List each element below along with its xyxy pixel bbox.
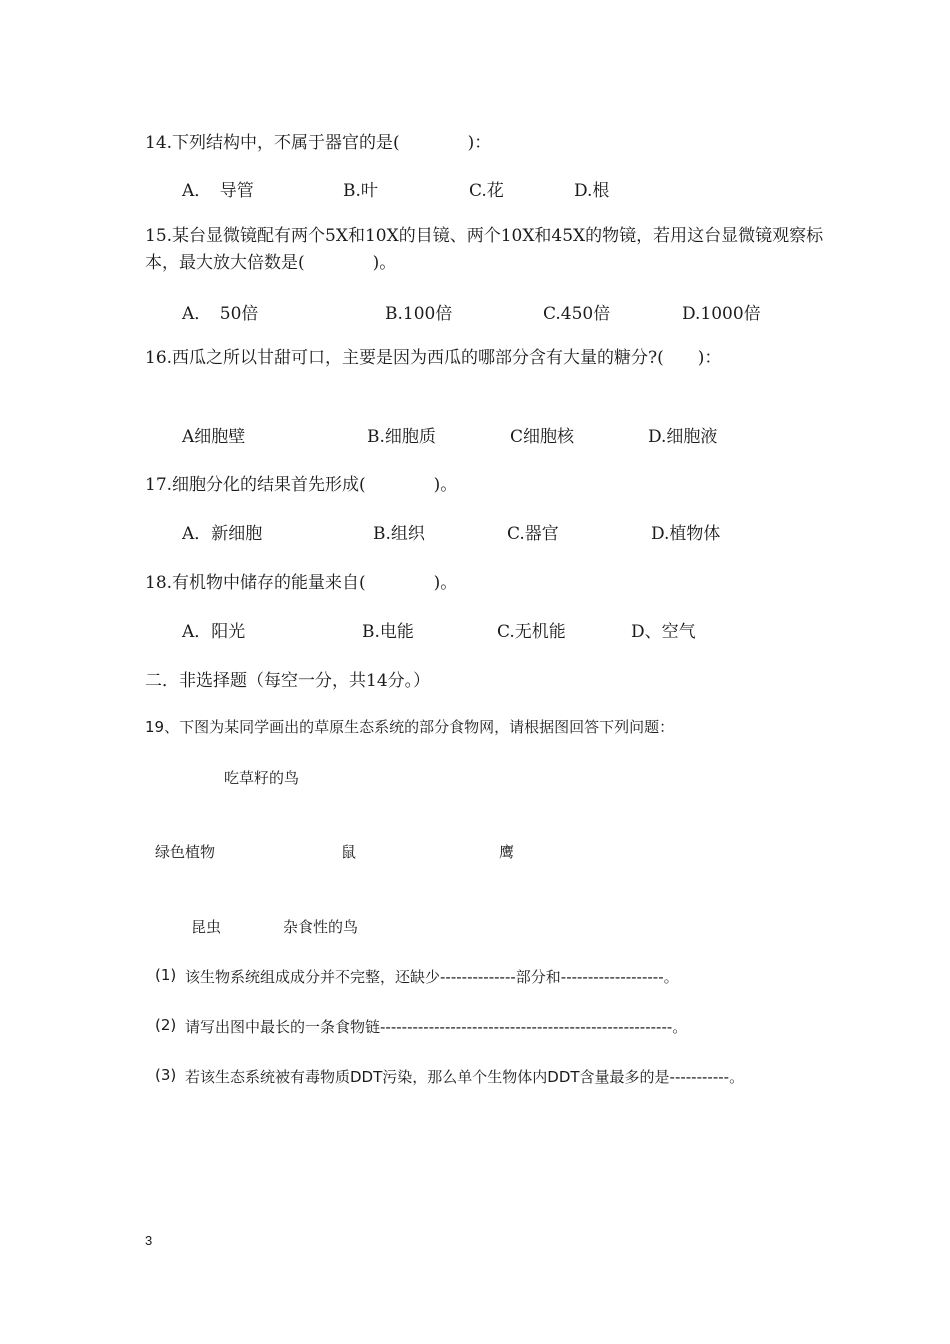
q15-option-a: A． 50倍 — [182, 304, 259, 324]
q17-option-a: A．新细胞 — [182, 524, 263, 544]
q18-option-a: A．阳光 — [182, 622, 246, 642]
q16-option-b: B.细胞质 — [367, 427, 436, 447]
q18-option-b: B.电能 — [362, 622, 414, 642]
food-web-seed-bird: 吃草籽的鸟 — [224, 769, 300, 787]
q16-option-d: D.细胞液 — [648, 427, 718, 447]
question-14-stem: 14.下列结构中，不属于器官的是( )： — [145, 133, 492, 153]
q18-option-d: D、空气 — [631, 622, 696, 642]
q14-option-c: C.花 — [469, 181, 504, 201]
food-web-omnivore-bird: 杂食性的鸟 — [283, 918, 359, 936]
q17-option-c: C.器官 — [507, 524, 559, 544]
sub-question-2-number: (2) — [155, 1016, 177, 1034]
q14-option-a: A． 导管 — [182, 181, 254, 201]
q14-option-d: D.根 — [574, 181, 610, 201]
sub-question-1-text: 该生物系统组成成分并不完整，还缺少--------------部分和-------------------。 — [185, 968, 679, 986]
sub-question-1-number: (1) — [155, 966, 177, 984]
q16-option-c: C细胞核 — [510, 427, 575, 447]
page-number: 3 — [145, 1233, 153, 1248]
q17-option-b: B.组织 — [373, 524, 425, 544]
food-web-green-plants: 绿色植物 — [155, 843, 216, 861]
q16-option-a: A细胞壁 — [182, 427, 246, 447]
q15-option-d: D.1000倍 — [682, 304, 761, 324]
question-17-stem: 17.细胞分化的结果首先形成( )。 — [145, 475, 458, 495]
section-2-heading: 二．非选择题（每空一分，共14分。） — [145, 671, 431, 691]
food-web-insect: 昆虫 — [191, 918, 222, 936]
sub-question-3-text: 若该生态系统被有毒物质DDT污染，那么单个生物体内DDT含量最多的是-----------。 — [185, 1068, 745, 1086]
question-16-stem: 16.西瓜之所以甘甜可口，主要是因为西瓜的哪部分含有大量的糖分?( )： — [145, 348, 722, 368]
q15-option-b: B.100倍 — [385, 304, 453, 324]
q14-option-b: B.叶 — [343, 181, 378, 201]
q18-option-c: C.无机能 — [497, 622, 566, 642]
q17-option-d: D.植物体 — [651, 524, 721, 544]
food-web-mouse: 鼠 — [341, 843, 357, 861]
sub-question-2-text: 请写出图中最长的一条食物链------------------------------------------------------。 — [185, 1018, 688, 1036]
q15-option-c: C.450倍 — [543, 304, 611, 324]
food-web-eagle: 鹰 — [499, 843, 515, 861]
question-18-stem: 18.有机物中储存的能量来自( )。 — [145, 573, 458, 593]
sub-question-3-number: (3) — [155, 1066, 177, 1084]
question-19-stem: 19、下图为某同学画出的草原生态系统的部分食物网，请根据图回答下列问题： — [145, 718, 675, 736]
question-15-stem: 15.某台显微镜配有两个5X和10X的目镜、两个10X和45X的物镜，若用这台显微镜观察标本，最大放大倍数是( )。 — [145, 226, 824, 273]
